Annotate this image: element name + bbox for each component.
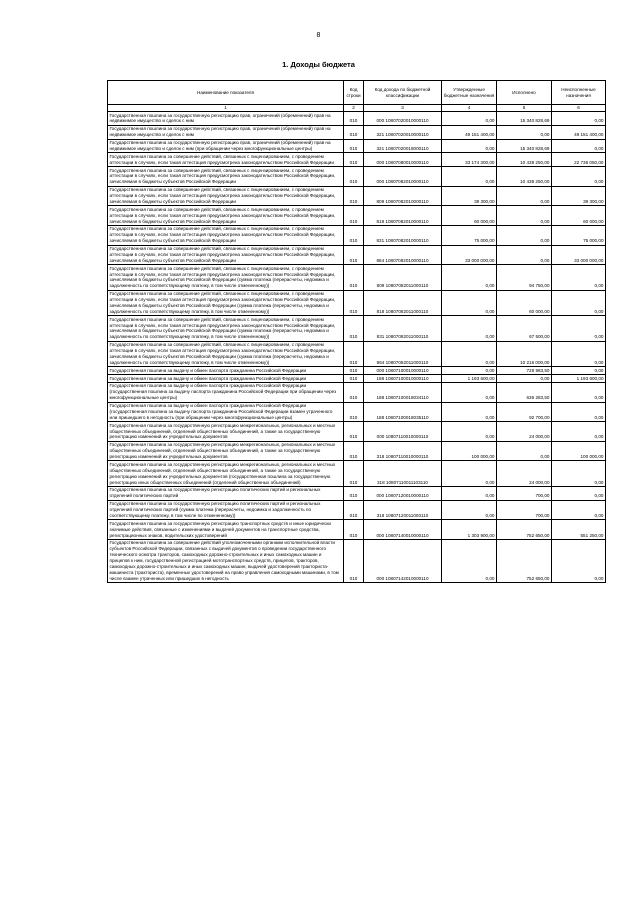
row-unexecuted: 0,00 bbox=[552, 341, 606, 367]
row-executed: 0,00 bbox=[497, 441, 552, 461]
row-code: 010 bbox=[344, 225, 364, 245]
row-code: 010 bbox=[344, 539, 364, 582]
row-unexecuted: 551 250,00 bbox=[552, 520, 606, 540]
section-title: 1. Доходы бюджета bbox=[282, 60, 355, 69]
row-approved: 0,00 bbox=[442, 112, 497, 126]
row-unexecuted: 0,00 bbox=[552, 112, 606, 126]
row-executed: 10 216 000,00 bbox=[497, 341, 552, 367]
row-approved: 0,00 bbox=[442, 486, 497, 500]
row-name: Государственная пошлина за государственную регистрацию межрегиональных, региональных и местных общественных объединений, отделений общественных объединений, а также за государственную регистрацию изменений их учредительных документов (государственная пошлина за государственную регистрацию иных общественных объединений (отделений общественных объединений) bbox=[108, 461, 344, 487]
row-code: 010 bbox=[344, 206, 364, 226]
row-unexecuted: 0,00 bbox=[552, 316, 606, 342]
row-approved: 100 000,00 bbox=[442, 441, 497, 461]
row-unexecuted: 75 000,00 bbox=[552, 225, 606, 245]
row-unexecuted: 0,00 bbox=[552, 167, 606, 187]
row-code: 010 bbox=[344, 125, 364, 139]
row-code: 010 bbox=[344, 422, 364, 442]
row-name: Государственная пошлина за государственную регистрацию межрегиональных, региональных и местных общественных объединений, отделений общественных объединений, а также за государственную регистрацию изменений их учредительных документов bbox=[108, 441, 344, 461]
row-name: Государственная пошлина за совершение действий, связанных с лицензированием, с проведением аттестации в случаях, если такая аттестация предусмотрена законодательством Российской Федерации, зачисляемая в бюджеты субъектов Российской Федерации bbox=[108, 245, 344, 265]
row-code: 010 bbox=[344, 441, 364, 461]
row-name: Государственная пошлина за совершение действий, связанных с лицензированием, с проведением аттестации в случаях, если такая аттестация предусмотрена законодательством Российской Федерации, зачисляемая в бюджеты субъектов Российской Федерации bbox=[108, 167, 344, 187]
header-num-4: 4 bbox=[442, 105, 497, 112]
row-executed: 636 283,50 bbox=[497, 382, 552, 402]
row-code: 010 bbox=[344, 486, 364, 500]
table-row bbox=[108, 245, 606, 265]
table-row bbox=[108, 206, 606, 226]
row-approved: 0,00 bbox=[442, 290, 497, 316]
row-unexecuted: 0,00 bbox=[552, 461, 606, 487]
row-approved: 0,00 bbox=[442, 341, 497, 367]
table-row bbox=[108, 367, 606, 375]
row-name: Государственная пошлина за государственную регистрацию транспортных средств и иные юридически значимые действия, связанные с изменениями и выдачей документов на транспортные средства, регистрационных знаков, водительских удостоверений bbox=[108, 520, 344, 540]
row-classification: 318 10807110011103110 bbox=[364, 461, 442, 487]
row-approved: 0,00 bbox=[442, 367, 497, 375]
row-classification: 818 10807082011000110 bbox=[364, 290, 442, 316]
header-num-6: 6 bbox=[552, 105, 606, 112]
row-code: 010 bbox=[344, 341, 364, 367]
row-unexecuted: 0,00 bbox=[552, 486, 606, 500]
row-approved: 0,00 bbox=[442, 139, 497, 153]
row-approved: 49 151 400,00 bbox=[442, 125, 497, 139]
row-unexecuted: 22 736 050,00 bbox=[552, 153, 606, 167]
row-name: Государственная пошлина за совершение действий, связанных с лицензированием, с проведением аттестации в случаях, если такая аттестация предусмотрена законодательством Российской Федерации bbox=[108, 153, 344, 167]
row-classification: 000 10807080010000110 bbox=[364, 153, 442, 167]
header-num-5: 5 bbox=[497, 105, 552, 112]
row-unexecuted: 0,00 bbox=[552, 500, 606, 520]
row-executed: 94 750,00 bbox=[497, 265, 552, 291]
row-name: Государственная пошлина за совершение действий, связанных с лицензированием, с проведением аттестации в случаях, если такая аттестация предусмотрена законодательством Российской Федерации, зачисляемая в бюджеты субъектов Российской Федерации bbox=[108, 206, 344, 226]
row-classification: 318 10807110010000110 bbox=[364, 441, 442, 461]
header-executed: Исполнено bbox=[497, 81, 552, 105]
header-num-2: 2 bbox=[344, 105, 364, 112]
row-approved: 0,00 bbox=[442, 265, 497, 291]
row-code: 010 bbox=[344, 112, 364, 126]
row-classification: 321 10807020010000110 bbox=[364, 125, 442, 139]
row-executed: 752 650,00 bbox=[497, 520, 552, 540]
row-code: 010 bbox=[344, 402, 364, 422]
row-unexecuted: 0,00 bbox=[552, 422, 606, 442]
header-unexecuted: Неисполненные назначения bbox=[552, 81, 606, 105]
row-approved: 0,00 bbox=[442, 422, 497, 442]
row-code: 010 bbox=[344, 290, 364, 316]
row-code: 010 bbox=[344, 167, 364, 187]
row-classification: 864 10807082010000110 bbox=[364, 245, 442, 265]
row-unexecuted: 33 000 000,00 bbox=[552, 245, 606, 265]
row-name: Государственная пошлина за совершение действий, связанных с лицензированием, с проведением аттестации в случаях, если такая аттестация предусмотрена законодательством Российской Федерации, зачисляемая в бюджеты субъектов Российской Федерации (сумма платежа (перерасчеты, недоимка и задолженность по соответствующему платежу, в том числе отмененному)) bbox=[108, 316, 344, 342]
row-approved: 1 193 600,00 bbox=[442, 375, 497, 383]
row-name: Государственная пошлина за совершение действий, связанных с лицензированием, с проведением аттестации в случаях, если такая аттестация предусмотрена законодательством Российской Федерации, зачисляемая в бюджеты субъектов Российской Федерации bbox=[108, 186, 344, 206]
row-name: Государственная пошлина за совершение действий, связанных с лицензированием, с проведением аттестации в случаях, если такая аттестация предусмотрена законодательством Российской Федерации, зачисляемая в бюджеты субъектов Российской Федерации (сумма платежа (перерасчеты, недоимка и задолженность по соответствующему платежу, в том числе отмененному)) bbox=[108, 290, 344, 316]
table-row bbox=[108, 500, 606, 520]
row-code: 010 bbox=[344, 382, 364, 402]
row-name: Государственная пошлина за государственную регистрацию прав, ограничений (обременений) прав на недвижимое имущество и сделок с ним bbox=[108, 125, 344, 139]
row-code: 010 bbox=[344, 245, 364, 265]
row-approved: 0,00 bbox=[442, 402, 497, 422]
row-approved: 0,00 bbox=[442, 316, 497, 342]
row-approved: 75 000,00 bbox=[442, 225, 497, 245]
row-unexecuted: 60 000,00 bbox=[552, 206, 606, 226]
row-executed: 728 983,50 bbox=[497, 367, 552, 375]
row-name: Государственная пошлина за государственную регистрацию прав, ограничений (обременений) прав на недвижимое имущество и сделок с ним bbox=[108, 112, 344, 126]
row-unexecuted: 49 151 400,00 bbox=[552, 125, 606, 139]
row-unexecuted: 0,00 bbox=[552, 139, 606, 153]
row-classification: 818 10807082010000110 bbox=[364, 206, 442, 226]
row-executed: 700,00 bbox=[497, 486, 552, 500]
row-classification: 000 10807142010000110 bbox=[364, 539, 442, 582]
row-name: Государственная пошлина за государственную регистрацию политических партий и региональных отделений политических партий bbox=[108, 486, 344, 500]
row-executed: 752 650,00 bbox=[497, 539, 552, 582]
row-code: 010 bbox=[344, 375, 364, 383]
header-code: Код строки bbox=[344, 81, 364, 105]
table-row bbox=[108, 382, 606, 402]
row-executed: 0,00 bbox=[497, 186, 552, 206]
row-name: Государственная пошлина за совершение действий уполномоченными органами исполнительной власти субъектов Российской Федерации, связанных с выдачей документов о проведении государственного технического осмотра тракторов, самоходных дорожно-строительных и иных самоходных машин и прицепов к ним, государственной регистрацией мототранспортных средств, прицепов, тракторов, самоходных дорожно-строительных и иных самоходных машин, выдачей удостоверений тракториста-машиниста (тракториста), временных удостоверений на право управления самоходными машинами, в том числе взамен утраченных или пришедших в негодность bbox=[108, 539, 344, 582]
row-unexecuted: 1 193 600,00 bbox=[552, 375, 606, 383]
header-num-3: 3 bbox=[364, 105, 442, 112]
row-unexecuted: 0,00 bbox=[552, 539, 606, 582]
table-row bbox=[108, 441, 606, 461]
row-name: Государственная пошлина за выдачу и обмен паспорта гражданина Российской Федерации (государственная пошлина за выдачу паспорта гражданина Российской Федерации при обращении через многофункциональные центры) bbox=[108, 382, 344, 402]
row-unexecuted: 0,00 bbox=[552, 382, 606, 402]
table-row bbox=[108, 461, 606, 487]
row-classification: 831 10807082010000110 bbox=[364, 225, 442, 245]
row-unexecuted: 0,00 bbox=[552, 367, 606, 375]
row-classification: 809 10807082010000110 bbox=[364, 186, 442, 206]
row-executed: 0,00 bbox=[497, 245, 552, 265]
row-executed: 0,00 bbox=[497, 375, 552, 383]
table-row bbox=[108, 153, 606, 167]
table-row bbox=[108, 375, 606, 383]
row-approved: 33 000 000,00 bbox=[442, 245, 497, 265]
row-executed: 24 000,00 bbox=[497, 461, 552, 487]
row-executed: 0,00 bbox=[497, 225, 552, 245]
table-row bbox=[108, 341, 606, 367]
table-row bbox=[108, 186, 606, 206]
row-executed: 0,00 bbox=[497, 125, 552, 139]
table-row bbox=[108, 539, 606, 582]
table-row bbox=[108, 422, 606, 442]
row-approved: 60 000,00 bbox=[442, 206, 497, 226]
row-approved: 0,00 bbox=[442, 500, 497, 520]
row-code: 010 bbox=[344, 367, 364, 375]
table-row bbox=[108, 316, 606, 342]
row-classification: 188 10807100018034110 bbox=[364, 382, 442, 402]
row-classification: 000 10807120010000110 bbox=[364, 486, 442, 500]
row-classification: 809 10807082011000110 bbox=[364, 265, 442, 291]
row-executed: 700,00 bbox=[497, 500, 552, 520]
row-code: 010 bbox=[344, 520, 364, 540]
table-row bbox=[108, 167, 606, 187]
header-approved: Утвержденные бюджетные назначения bbox=[442, 81, 497, 105]
row-name: Государственная пошлина за выдачу и обмен паспорта гражданина Российской Федерации bbox=[108, 367, 344, 375]
row-name: Государственная пошлина за совершение действий, связанных с лицензированием, с проведением аттестации в случаях, если такая аттестация предусмотрена законодательством Российской Федерации, зачисляемая в бюджеты субъектов Российской Федерации bbox=[108, 225, 344, 245]
row-unexecuted: 0,00 bbox=[552, 265, 606, 291]
row-executed: 15 340 828,69 bbox=[497, 112, 552, 126]
row-classification: 318 10807120011000110 bbox=[364, 500, 442, 520]
row-code: 010 bbox=[344, 316, 364, 342]
table-row bbox=[108, 520, 606, 540]
row-classification: 000 10807100010000110 bbox=[364, 367, 442, 375]
row-code: 010 bbox=[344, 265, 364, 291]
row-classification: 188 10807100010000110 bbox=[364, 375, 442, 383]
table-row bbox=[108, 225, 606, 245]
table-row bbox=[108, 112, 606, 126]
row-approved: 1 303 900,00 bbox=[442, 520, 497, 540]
revenue-table bbox=[107, 80, 606, 583]
row-approved: 0,00 bbox=[442, 167, 497, 187]
row-unexecuted: 39 300,00 bbox=[552, 186, 606, 206]
table-row bbox=[108, 290, 606, 316]
row-executed: 15 340 828,69 bbox=[497, 139, 552, 153]
table-row bbox=[108, 402, 606, 422]
row-executed: 60 000,00 bbox=[497, 290, 552, 316]
row-classification: 000 10807020010000110 bbox=[364, 112, 442, 126]
row-approved: 33 174 300,00 bbox=[442, 153, 497, 167]
row-executed: 24 000,00 bbox=[497, 422, 552, 442]
row-code: 010 bbox=[344, 186, 364, 206]
header-classification: Код дохода по бюджетной классификации bbox=[364, 81, 442, 105]
table-row bbox=[108, 486, 606, 500]
row-name: Государственная пошлина за государственную регистрацию прав, ограничений (обременений) прав на недвижимое имущество и сделок с ним (при обращении через многофункциональные центры) bbox=[108, 139, 344, 153]
row-classification: 000 10807082010000110 bbox=[364, 167, 442, 187]
table-body bbox=[108, 112, 606, 583]
row-classification: 831 10807082011000110 bbox=[364, 316, 442, 342]
row-classification: 321 10807020018000110 bbox=[364, 139, 442, 153]
row-name: Государственная пошлина за государственную регистрацию политических партий и региональных отделений политических партий (сумма платежа (перерасчеты, недоимка и задолженность по соответствующему платежу, в том числе по отмененному)) bbox=[108, 500, 344, 520]
row-executed: 92 700,00 bbox=[497, 402, 552, 422]
table-row bbox=[108, 125, 606, 139]
row-name: Государственная пошлина за совершение действий, связанных с лицензированием, с проведением аттестации в случаях, если такая аттестация предусмотрена законодательством Российской Федерации, зачисляемая в бюджеты субъектов Российской Федерации (сумма платежа (перерасчеты, недоимка и задолженность по соответствующему платежу, в том числе отмененному)) bbox=[108, 265, 344, 291]
row-name: Государственная пошлина за государственную регистрацию межрегиональных, региональных и местных общественных объединений, отделений общественных объединений, а также за государственную регистрацию изменений их учредительных документов bbox=[108, 422, 344, 442]
row-approved: 0,00 bbox=[442, 461, 497, 487]
row-name: Государственная пошлина за выдачу и обмен паспорта гражданина Российской Федерации bbox=[108, 375, 344, 383]
row-executed: 10 438 250,00 bbox=[497, 153, 552, 167]
header-name: Наименование показателя bbox=[108, 81, 344, 105]
row-name: Государственная пошлина за совершение действий, связанных с лицензированием, с проведением аттестации в случаях, если такая аттестация предусмотрена законодательством Российской Федерации, зачисляемая в бюджеты субъектов Российской Федерации (сумма платежа (перерасчеты, недоимка и задолженность по соответствующему платежу, в том числе отмененному)) bbox=[108, 341, 344, 367]
row-executed: 0,00 bbox=[497, 206, 552, 226]
row-executed: 10 438 250,00 bbox=[497, 167, 552, 187]
row-code: 010 bbox=[344, 139, 364, 153]
row-classification: 000 10807140010000110 bbox=[364, 520, 442, 540]
row-code: 010 bbox=[344, 461, 364, 487]
row-unexecuted: 0,00 bbox=[552, 290, 606, 316]
table-row bbox=[108, 139, 606, 153]
row-name: Государственная пошлина за выдачу и обмен паспорта гражданина Российской Федерации (государственная пошлина за выдачу паспорта гражданина Российской Федерации взамен утраченного или пришедшего в негодность (при обращении через многофункциональные центры) bbox=[108, 402, 344, 422]
page-number: 8 bbox=[316, 32, 321, 39]
table-row bbox=[108, 265, 606, 291]
row-classification: 000 10807110010000110 bbox=[364, 422, 442, 442]
row-classification: 864 10807082011000110 bbox=[364, 341, 442, 367]
table-header bbox=[108, 81, 606, 112]
row-code: 010 bbox=[344, 500, 364, 520]
row-executed: 67 500,00 bbox=[497, 316, 552, 342]
row-unexecuted: 0,00 bbox=[552, 402, 606, 422]
row-approved: 0,00 bbox=[442, 539, 497, 582]
row-code: 010 bbox=[344, 153, 364, 167]
header-num-1: 1 bbox=[108, 105, 344, 112]
row-classification: 188 10807100018035110 bbox=[364, 402, 442, 422]
row-approved: 0,00 bbox=[442, 382, 497, 402]
row-unexecuted: 100 000,00 bbox=[552, 441, 606, 461]
row-approved: 39 300,00 bbox=[442, 186, 497, 206]
